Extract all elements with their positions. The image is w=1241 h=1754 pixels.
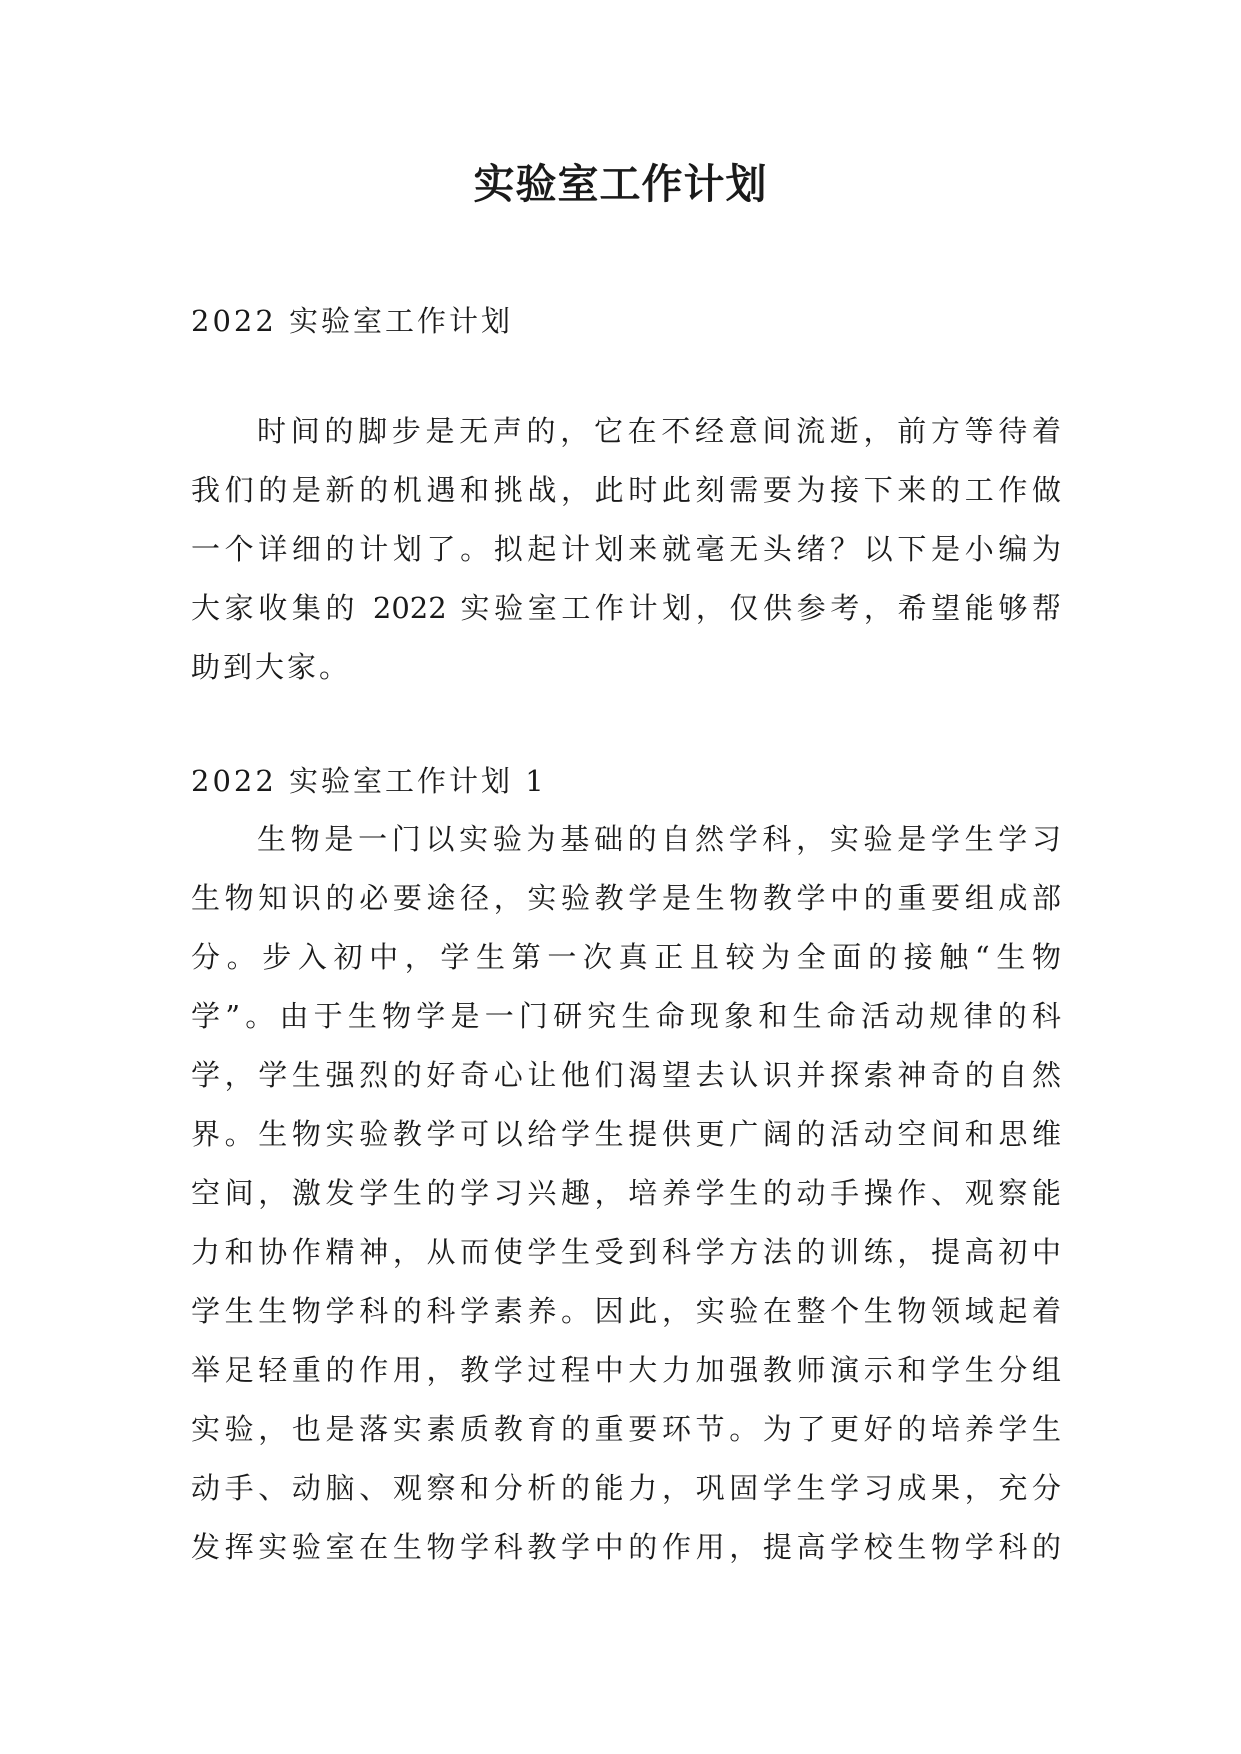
document-subtitle: 2022 实验室工作计划: [191, 304, 514, 338]
section-1-heading: 2022 实验室工作计划 1: [191, 764, 547, 798]
document-title: 实验室工作计划: [473, 160, 768, 208]
intro-paragraph: [191, 402, 1061, 697]
section-1-line: 分。步入初中，学生第一次真正且较为全面的接触“生物: [191, 940, 1061, 974]
section-1-line: 学，学生强烈的好奇心让他们渴望去认识并探索神奇的自然: [191, 1058, 1061, 1092]
intro-line: 大家收集的 2022 实验室工作计划，仅供参考，希望能够帮: [191, 591, 1061, 625]
section-1-line: 实验，也是落实素质教育的重要环节。为了更好的培养学生: [191, 1412, 1061, 1446]
section-1-line: 学”。由于生物学是一门研究生命现象和生命活动规律的科: [191, 999, 1061, 1033]
section-1-line: 举足轻重的作用，教学过程中大力加强教师演示和学生分组: [191, 1353, 1061, 1387]
section-1-line: 力和协作精神，从而使学生受到科学方法的训练，提高初中: [191, 1235, 1061, 1269]
intro-line: 时间的脚步是无声的，它在不经意间流逝，前方等待着: [257, 414, 1061, 448]
intro-line: 助到大家。: [191, 650, 352, 684]
section-1-line: 生物知识的必要途径，实验教学是生物教学中的重要组成部: [191, 881, 1061, 915]
section-1-line: 空间，激发学生的学习兴趣，培养学生的动手操作、观察能: [191, 1176, 1061, 1210]
intro-line: 我们的是新的机遇和挑战，此时此刻需要为接下来的工作做: [191, 473, 1061, 507]
intro-line: 一个详细的计划了。拟起计划来就毫无头绪？以下是小编为: [191, 532, 1061, 566]
section-1-line: 界。生物实验教学可以给学生提供更广阔的活动空间和思维: [191, 1117, 1061, 1151]
section-1-line: 学生生物学科的科学素养。因此，实验在整个生物领域起着: [191, 1294, 1061, 1328]
section-1-paragraph: [191, 810, 1061, 1577]
section-1-line: 生物是一门以实验为基础的自然学科，实验是学生学习: [257, 822, 1061, 856]
section-1-line: 发挥实验室在生物学科教学中的作用，提高学校生物学科的: [191, 1530, 1061, 1564]
section-1-line: 动手、动脑、观察和分析的能力，巩固学生学习成果，充分: [191, 1471, 1061, 1505]
